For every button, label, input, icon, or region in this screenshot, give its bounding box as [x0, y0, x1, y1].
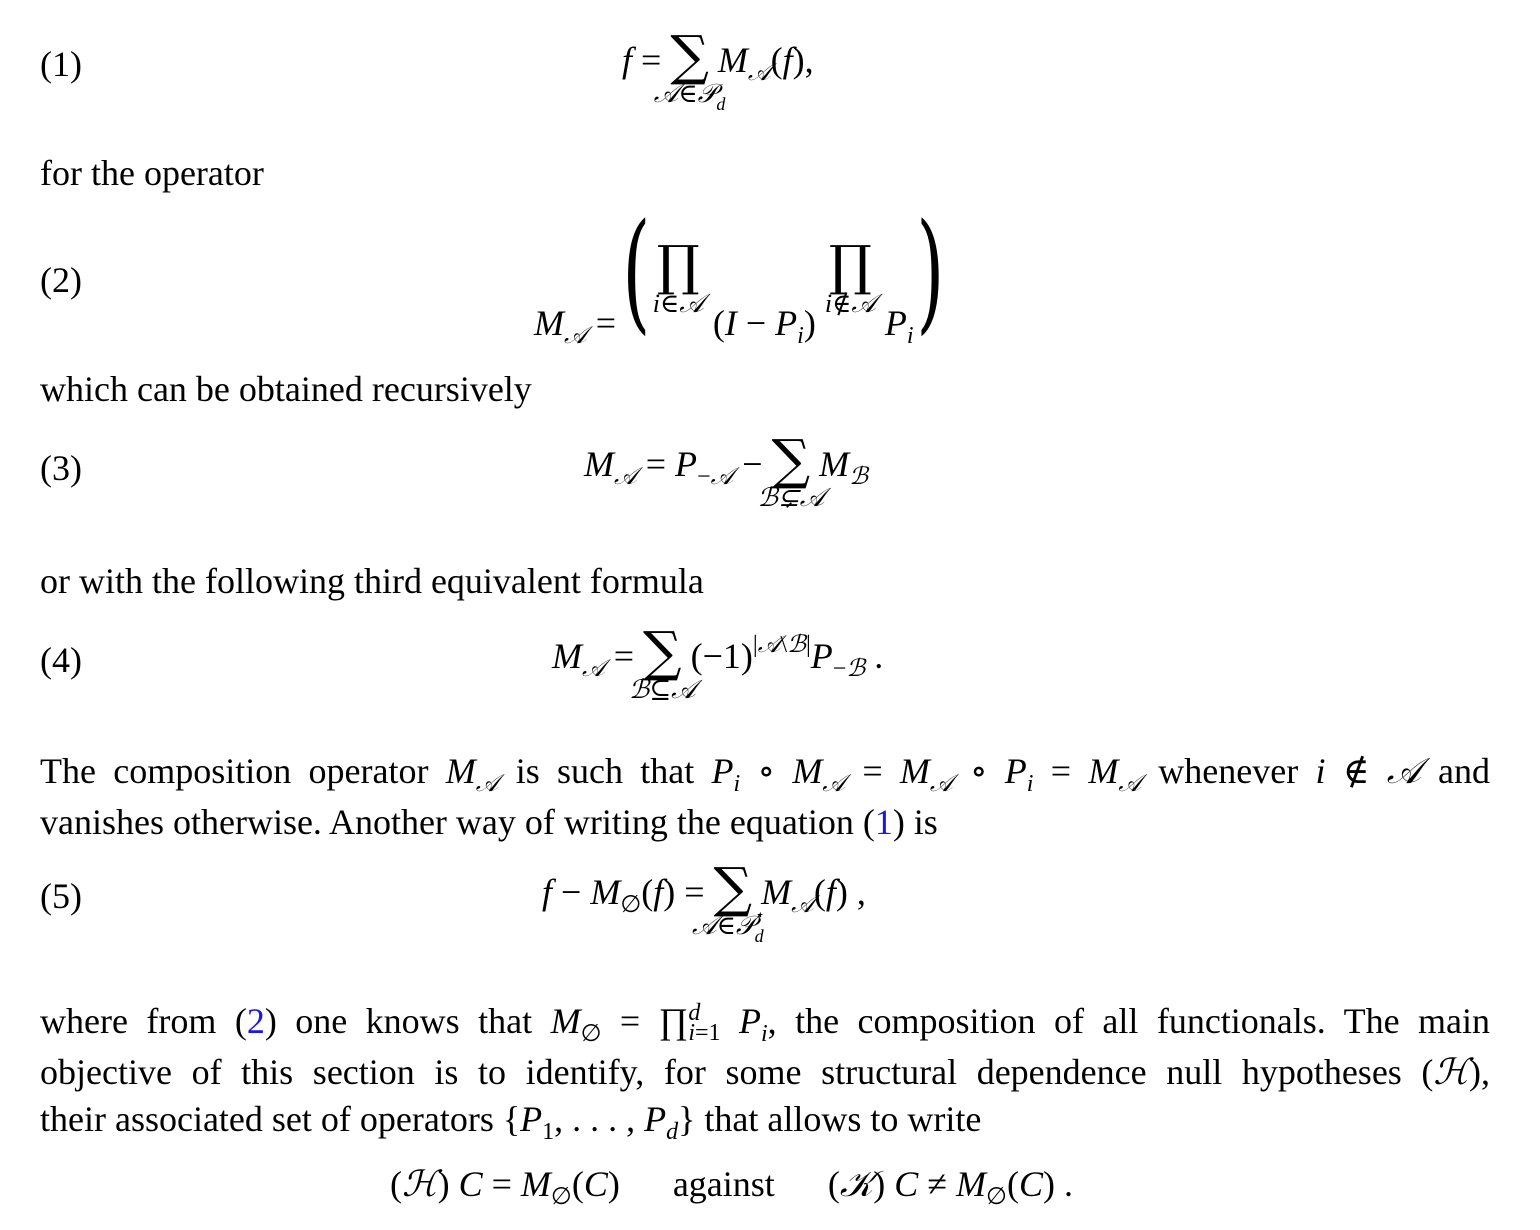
paragraph-5	[40, 998, 1490, 1147]
paragraph-2: which can be obtained recursively	[40, 369, 532, 409]
equation-4: $M_𝒜$ = ∑ ℬ⊆𝒜 $(-1)^{|𝒜\backslash ℬ|}P_{-ℬ}$ .	[552, 620, 884, 705]
equation-2: $M_𝒜$ = ( ∏ i∈𝒜 $(I - P_i)$ ∏ i∉𝒜 $P_i$ )	[534, 195, 944, 350]
equation-number-3: (3)	[40, 448, 82, 488]
paragraph-4	[40, 748, 1490, 845]
equation-ref-1[interactable]: 1	[874, 802, 893, 842]
equation-number-1: (1)	[40, 44, 82, 84]
equation-1: f = ∑ 𝒜∈𝒫$_d$ $M_𝒜(f)$,	[622, 24, 814, 114]
paragraph-4-line-1: The composition operator $M_𝒜$ is such that $P_i$ ∘ $M_𝒜 = M_𝒜$ ∘ $P_i = M_𝒜$ whenever i ∉ 𝒜 and	[40, 751, 1490, 797]
hypotheses-display: (ℋ) $C = M_\emptyset(C)$ against (𝒦) $C \ne M_\emptyset(C)$ .	[390, 1164, 1073, 1210]
equation-number-4: (4)	[40, 640, 82, 680]
sum-operator: ∑ ℬ⊊𝒜	[757, 428, 825, 513]
paragraph-5-line-1: where from (2) one knows that $M_\emptyset$ = ∏ d i=1 $P_i$, the composition of all functionals. The main	[40, 999, 1490, 1047]
equation-3: $M_𝒜 = P_{-𝒜}$ − ∑ ℬ⊊𝒜 $M_ℬ$	[584, 428, 869, 513]
paragraph-3: or with the following third equivalent formula	[40, 561, 704, 601]
equation-number-2: (2)	[40, 260, 82, 300]
paragraph-4-line-2: vanishes otherwise. Another way of writing the equation (1) is	[40, 802, 938, 842]
paragraph-1: for the operator	[40, 153, 264, 193]
sum-operator: ∑ 𝒜∈𝒫$_d$	[653, 24, 726, 114]
paragraph-5-line-3: their associated set of operators {$P_1$, . . . , $P_d$} that allows to write	[40, 1099, 982, 1145]
equation-ref-2[interactable]: 2	[246, 1001, 265, 1041]
sum-operator: ∑ 𝒜∈𝒫$_d$⋆	[692, 856, 764, 946]
paragraph-5-line-2: objective of this section is to identify, for some structural dependence null hypotheses (ℋ),	[40, 1052, 1490, 1093]
equation-5: $f - M_\emptyset(f)$ = ∑ 𝒜∈𝒫$_d$⋆ $M_𝒜(f)$ ,	[542, 856, 866, 946]
product-operator: ∏ i∈𝒜	[652, 234, 704, 319]
sum-operator: ∑ ℬ⊆𝒜	[628, 620, 696, 705]
product-operator: ∏ i∉𝒜	[824, 234, 876, 319]
equation-number-5: (5)	[40, 876, 82, 916]
